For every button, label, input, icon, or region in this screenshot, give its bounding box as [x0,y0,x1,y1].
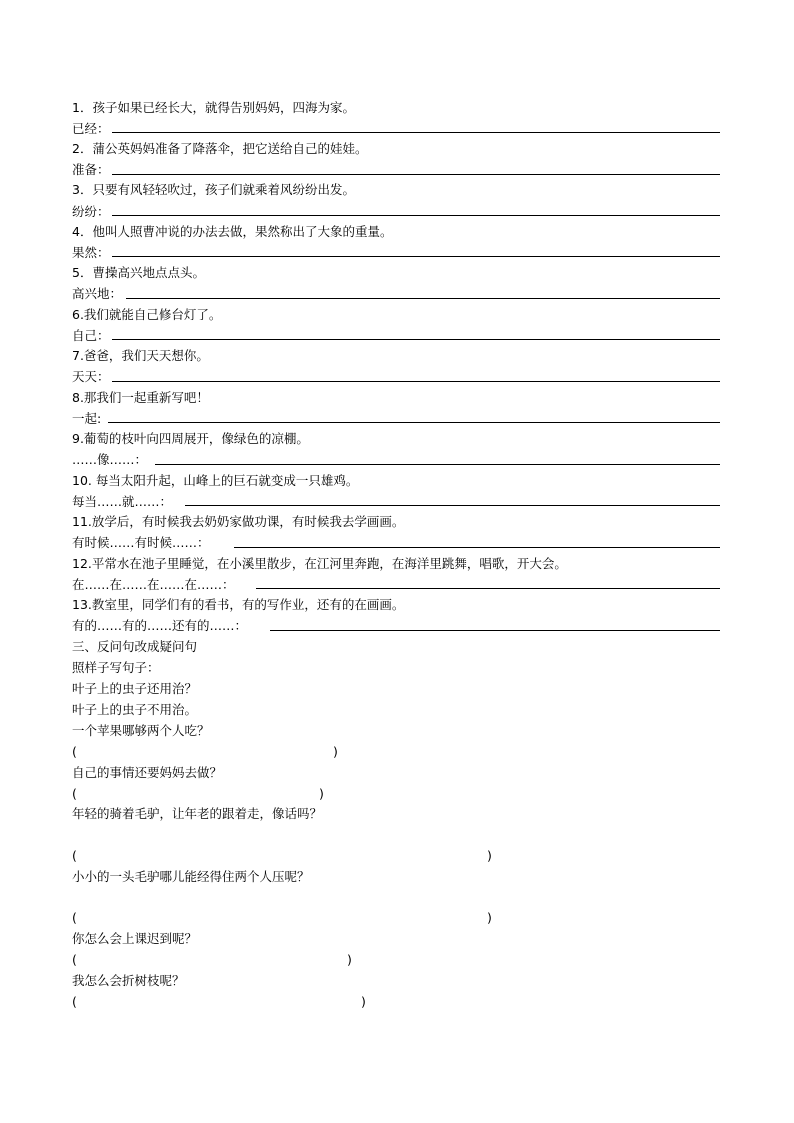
exercise-prompt: 在……在……在……在……： [72,577,235,592]
rhetorical-question: 年轻的骑着毛驴，让年老的跟着走，像话吗？ [72,806,323,821]
answer-paren-open: ( [72,994,77,1009]
rhetorical-question: 你怎么会上课迟到呢？ [72,931,198,946]
answer-line[interactable] [185,505,720,506]
answer-line[interactable] [112,339,720,340]
section-instruction: 照样子写句子： [72,660,160,675]
exercise-prompt: 纷纷： [72,204,110,219]
answer-paren-close: ) [361,994,366,1009]
exercise-prompt: 已经： [72,121,110,136]
answer-paren-close: ) [333,744,338,759]
answer-line[interactable] [270,630,720,631]
answer-line[interactable] [155,464,720,465]
exercise-sentence: 12.平常水在池子里睡觉，在小溪里散步，在江河里奔跑，在海洋里跳舞，唱歌，开大会。 [72,556,567,571]
exercise-sentence: 10. 每当太阳升起，山峰上的巨石就变成一只雄鸡。 [72,473,359,488]
rhetorical-question: 一个苹果哪够两个人吃？ [72,723,210,738]
answer-paren-open: ( [72,848,77,863]
exercise-sentence: 8.那我们一起重新写吧！ [72,390,209,405]
exercise-sentence: 1．孩子如果已经长大，就得告别妈妈，四海为家。 [72,100,355,115]
answer-line[interactable] [112,132,720,133]
exercise-prompt: 有时候……有时候……： [72,535,210,550]
answer-paren-open: ( [72,952,77,967]
answer-paren-close: ) [487,848,492,863]
rhetorical-question: 自己的事情还要妈妈去做？ [72,765,223,780]
example-answer: 叶子上的虫子不用治。 [72,702,198,717]
exercise-prompt: 自己： [72,328,110,343]
exercise-prompt: ……像……： [72,452,148,467]
answer-line[interactable] [234,547,720,548]
answer-paren-open: ( [72,786,77,801]
example-question: 叶子上的虫子还用治？ [72,681,198,696]
answer-line[interactable] [112,215,720,216]
exercise-prompt: 天天： [72,369,110,384]
exercise-sentence: 13.教室里，同学们有的看书，有的写作业，还有的在画画。 [72,597,405,612]
answer-paren-open: ( [72,744,77,759]
answer-paren-close: ) [487,910,492,925]
exercise-prompt: 准备： [72,162,110,177]
exercise-sentence: 9.葡萄的枝叶向四周展开，像绿色的凉棚。 [72,431,309,446]
answer-line[interactable] [126,298,720,299]
answer-line[interactable] [112,381,720,382]
answer-line[interactable] [112,256,720,257]
exercise-sentence: 5．曹操高兴地点点头。 [72,265,205,280]
exercise-prompt: 一起: [72,411,102,426]
answer-line[interactable] [112,174,720,175]
exercise-sentence: 11.放学后，有时候我去奶奶家做功课，有时候我去学画画。 [72,514,405,529]
exercise-prompt: 有的……有的……还有的……： [72,618,248,633]
answer-line[interactable] [256,588,720,589]
exercise-prompt: 每当……就……： [72,494,173,509]
answer-line[interactable] [108,422,720,423]
exercise-sentence: 6.我们就能自己修台灯了。 [72,307,222,322]
rhetorical-question: 小小的一头毛驴哪儿能经得住两个人压呢？ [72,869,310,884]
section-heading: 三、反问句改成疑问句 [72,639,198,654]
exercise-sentence: 2．蒲公英妈妈准备了降落伞，把它送给自己的娃娃。 [72,141,368,156]
exercise-sentence: 4．他叫人照曹冲说的办法去做，果然称出了大象的重量。 [72,224,393,239]
exercise-prompt: 果然： [72,245,110,260]
answer-paren-open: ( [72,910,77,925]
exercise-sentence: 3．只要有风轻轻吹过，孩子们就乘着风纷纷出发。 [72,182,355,197]
rhetorical-question: 我怎么会折树枝呢？ [72,973,185,988]
exercise-prompt: 高兴地： [72,286,123,301]
exercise-sentence: 7.爸爸，我们天天想你。 [72,348,209,363]
answer-paren-close: ) [319,786,324,801]
answer-paren-close: ) [347,952,352,967]
